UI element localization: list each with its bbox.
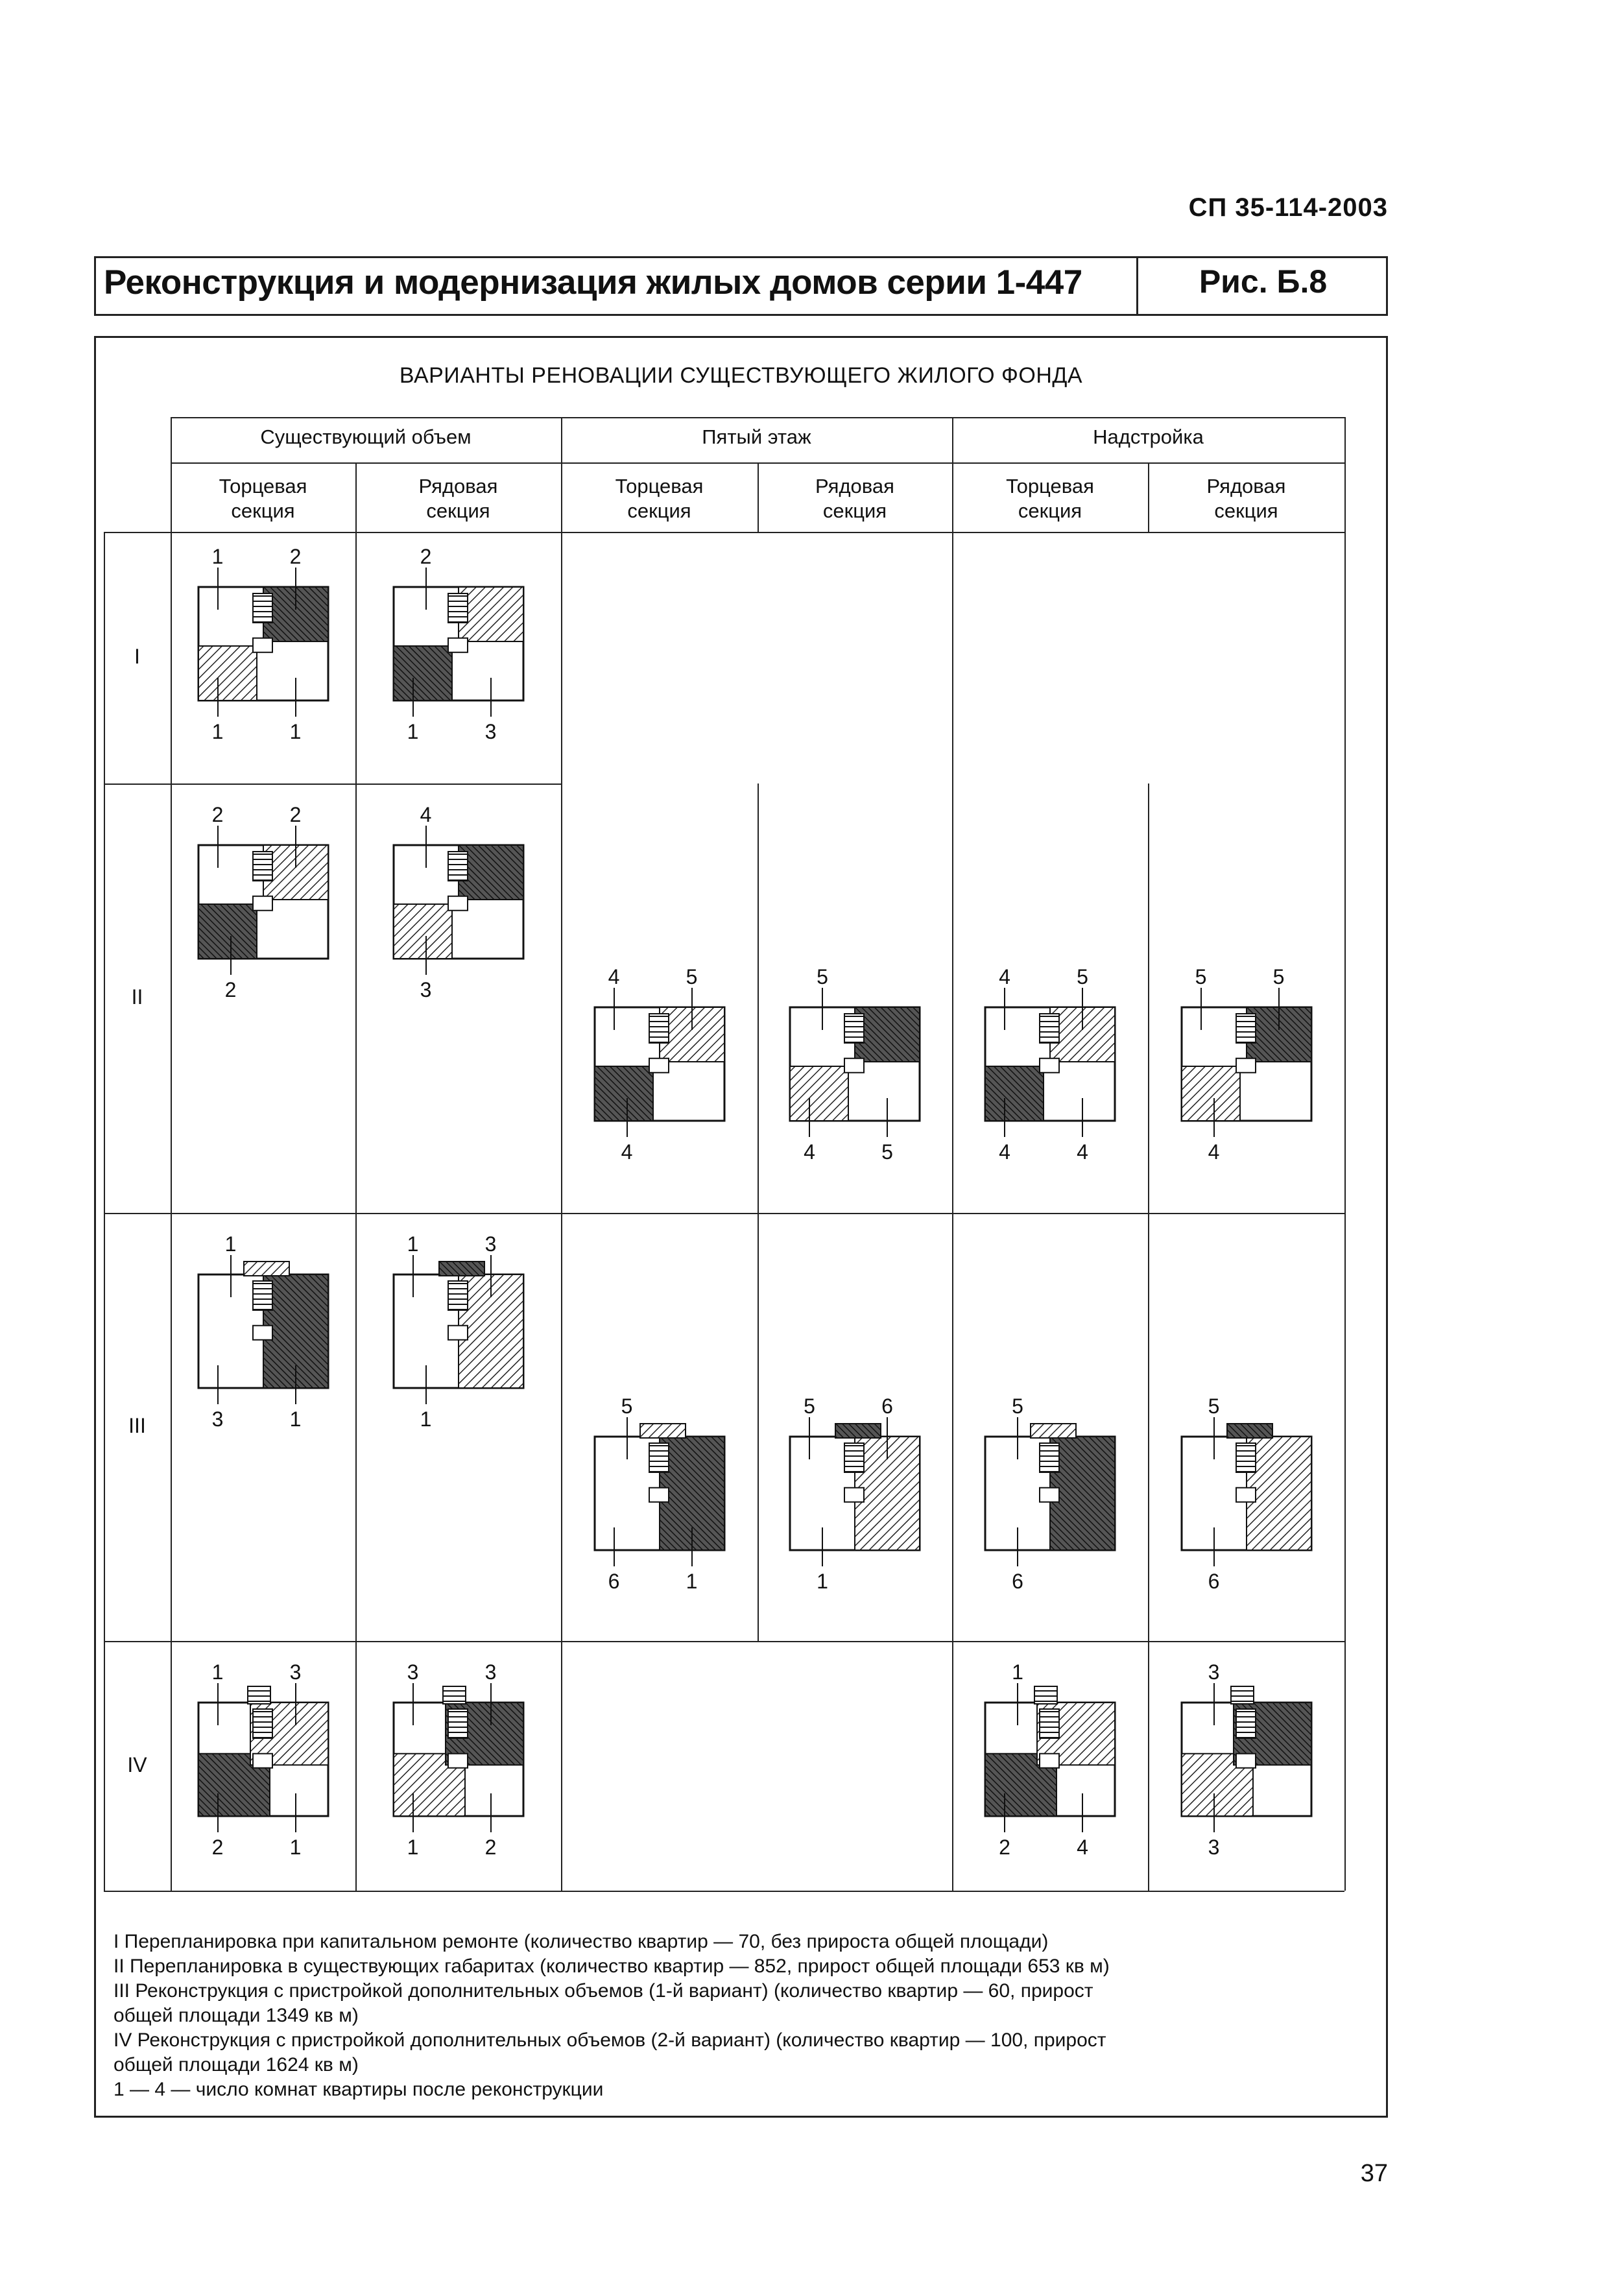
group-header: Пятый этаж bbox=[702, 425, 811, 448]
note-iv: IV Реконструкция с пристройкой дополнительных объемов (2-й вариант) (количество квартир — 100, прирост bbox=[113, 2029, 1106, 2051]
note-iii: III Реконструкция с пристройкой дополнительных объемов (1-й вариант) (количество квартир — 60, прирост bbox=[113, 1980, 1093, 2002]
floor-plan bbox=[182, 538, 344, 752]
room-count-label: 1 bbox=[817, 1570, 828, 1593]
table-rule bbox=[104, 784, 561, 785]
floor-plan bbox=[182, 796, 344, 1011]
room-count-label: 1 bbox=[289, 1836, 302, 1859]
table-rule bbox=[104, 532, 1344, 533]
group-header: Надстройка bbox=[1093, 425, 1204, 448]
figure-title: ВАРИАНТЫ РЕНОВАЦИИ СУЩЕСТВУЮЩЕГО ЖИЛОГО ФОНДА bbox=[399, 363, 1083, 388]
room-count-label: 1 bbox=[289, 720, 302, 743]
note-iii-cont: общей площади 1349 кв м) bbox=[113, 2005, 359, 2026]
room-count-label: 4 bbox=[999, 1140, 1010, 1164]
room-count-label: 6 bbox=[608, 1570, 620, 1593]
room-count-label: 1 bbox=[224, 1232, 237, 1256]
note-legend: 1 — 4 — число комнат квартиры после реконструкции bbox=[113, 2079, 604, 2100]
room-count-label: 4 bbox=[420, 803, 432, 826]
room-count-label: 3 bbox=[407, 1660, 419, 1684]
floor-plan-drawing bbox=[1165, 1654, 1328, 1868]
room-count-label: 5 bbox=[881, 1140, 893, 1164]
note-iv-cont: общей площади 1624 кв м) bbox=[113, 2054, 359, 2076]
room-count-label: 6 bbox=[1012, 1570, 1023, 1593]
room-count-label: 4 bbox=[999, 965, 1010, 988]
floor-plan bbox=[377, 796, 540, 1011]
floor-plan-drawing bbox=[579, 959, 741, 1173]
room-count-label: 2 bbox=[484, 1836, 497, 1859]
floor-plan bbox=[969, 959, 1131, 1173]
floor-plan-drawing bbox=[1165, 959, 1328, 1173]
room-count-label: 5 bbox=[1272, 965, 1285, 988]
room-count-label: 2 bbox=[224, 978, 237, 1001]
room-count-label: 2 bbox=[211, 803, 224, 826]
floor-plan bbox=[377, 1226, 540, 1440]
room-count-label: 2 bbox=[420, 545, 432, 568]
section-header: Торцевая секция bbox=[1006, 475, 1094, 522]
room-count-label: 3 bbox=[1208, 1660, 1220, 1684]
room-count-label: 6 bbox=[881, 1394, 893, 1418]
room-count-label: 3 bbox=[484, 1660, 497, 1684]
section-header: Рядовая секция bbox=[1206, 475, 1286, 522]
section-header: Торцевая секция bbox=[615, 475, 704, 522]
table-rule bbox=[1344, 417, 1346, 1891]
figure-label: Рис. Б.8 bbox=[1199, 263, 1328, 300]
document-code: СП 35-114-2003 bbox=[1188, 193, 1388, 222]
room-count-label: 5 bbox=[1208, 1394, 1220, 1418]
table-rule bbox=[104, 1213, 1344, 1214]
room-count-label: 1 bbox=[686, 1570, 698, 1593]
room-count-label: 5 bbox=[1012, 1394, 1023, 1418]
room-count-label: 3 bbox=[484, 720, 497, 743]
room-count-label: 5 bbox=[686, 965, 698, 988]
group-header: Существующий объем bbox=[260, 425, 472, 448]
row-label: I bbox=[134, 645, 140, 668]
floor-plan-drawing bbox=[1165, 1388, 1328, 1602]
table-rule bbox=[1148, 784, 1149, 1891]
floor-plan bbox=[182, 1226, 344, 1440]
room-count-label: 1 bbox=[211, 720, 224, 743]
floor-plan bbox=[1165, 1388, 1328, 1602]
section-header: Торцевая секция bbox=[219, 475, 307, 522]
page-title: Реконструкция и модернизация жилых домов серии 1-447 bbox=[104, 263, 1082, 302]
floor-plan bbox=[1165, 1654, 1328, 1868]
room-count-label: 3 bbox=[289, 1660, 302, 1684]
room-count-label: 2 bbox=[211, 1836, 224, 1859]
page-number: 37 bbox=[1360, 2160, 1388, 2187]
room-count-label: 1 bbox=[1012, 1660, 1023, 1684]
floor-plan-drawing bbox=[377, 796, 540, 1011]
room-count-label: 1 bbox=[407, 1232, 419, 1256]
room-count-label: 2 bbox=[999, 1836, 1010, 1859]
floor-plan bbox=[1165, 959, 1328, 1173]
table-rule bbox=[355, 462, 357, 1891]
room-count-label: 5 bbox=[817, 965, 828, 988]
room-count-label: 1 bbox=[407, 720, 419, 743]
floor-plan bbox=[377, 1654, 540, 1868]
floor-plan bbox=[969, 1654, 1131, 1868]
table-rule bbox=[561, 417, 562, 1891]
room-count-label: 1 bbox=[289, 1407, 302, 1431]
room-count-label: 5 bbox=[1195, 965, 1207, 988]
room-count-label: 3 bbox=[420, 978, 432, 1001]
table-rule bbox=[171, 417, 172, 1891]
room-count-label: 3 bbox=[211, 1407, 224, 1431]
floor-plan bbox=[377, 538, 540, 752]
room-count-label: 1 bbox=[211, 1660, 224, 1684]
floor-plan-drawing bbox=[377, 1226, 540, 1440]
note-i: I Перепланировка при капитальном ремонте (количество квартир — 70, без прироста общей площади) bbox=[113, 1931, 1049, 1952]
table-rule bbox=[952, 417, 953, 1891]
floor-plan bbox=[969, 1388, 1131, 1602]
section-header: Рядовая секция bbox=[815, 475, 894, 522]
room-count-label: 5 bbox=[804, 1394, 815, 1418]
floor-plan-drawing bbox=[969, 1388, 1131, 1602]
table-rule bbox=[171, 417, 1344, 418]
row-label: III bbox=[128, 1414, 146, 1437]
room-count-label: 5 bbox=[621, 1394, 633, 1418]
room-count-label: 2 bbox=[289, 803, 302, 826]
floor-plan bbox=[579, 959, 741, 1173]
room-count-label: 4 bbox=[621, 1140, 633, 1164]
floor-plan-drawing bbox=[182, 796, 344, 1011]
room-count-label: 5 bbox=[1077, 965, 1088, 988]
floor-plan bbox=[579, 1388, 741, 1602]
floor-plan-drawing bbox=[774, 1388, 936, 1602]
room-count-label: 4 bbox=[804, 1140, 815, 1164]
room-count-label: 4 bbox=[608, 965, 620, 988]
table-rule bbox=[104, 532, 105, 1891]
floor-plan bbox=[182, 1654, 344, 1868]
room-count-label: 4 bbox=[1077, 1140, 1088, 1164]
row-label: II bbox=[131, 985, 143, 1009]
room-count-label: 3 bbox=[484, 1232, 497, 1256]
floor-plan bbox=[774, 1388, 936, 1602]
room-count-label: 1 bbox=[407, 1836, 419, 1859]
room-count-label: 6 bbox=[1208, 1570, 1220, 1593]
table-rule bbox=[104, 1891, 1344, 1892]
room-count-label: 1 bbox=[211, 545, 224, 568]
table-rule bbox=[104, 1641, 1344, 1642]
room-count-label: 3 bbox=[1208, 1836, 1220, 1859]
room-count-label: 4 bbox=[1208, 1140, 1220, 1164]
room-count-label: 1 bbox=[420, 1407, 432, 1431]
section-header: Рядовая секция bbox=[418, 475, 498, 522]
floor-plan bbox=[774, 959, 936, 1173]
table-rule bbox=[758, 784, 759, 1641]
note-ii: II Перепланировка в существующих габаритах (количество квартир — 852, прирост общей площади 653 кв м) bbox=[113, 1956, 1110, 1977]
row-label: IV bbox=[127, 1753, 147, 1777]
room-count-label: 2 bbox=[289, 545, 302, 568]
room-count-label: 4 bbox=[1077, 1836, 1088, 1859]
